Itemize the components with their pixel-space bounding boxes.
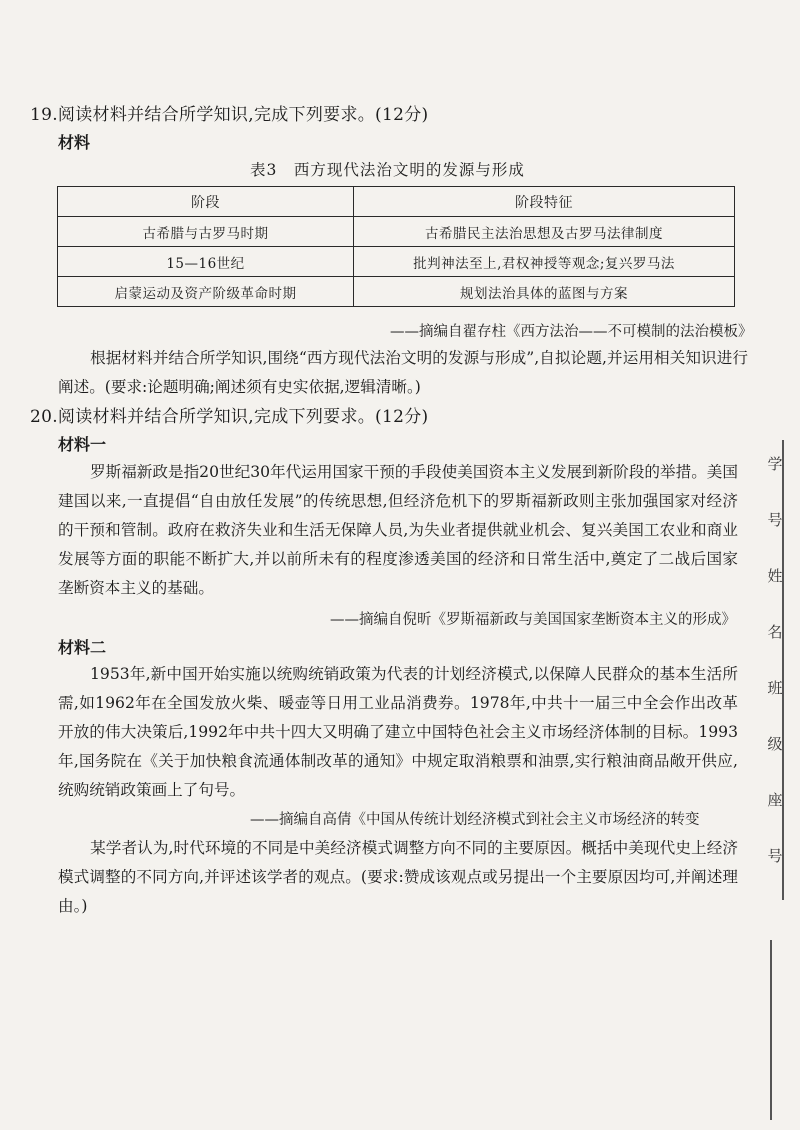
- table-caption: 表3 西方现代法治文明的发源与形成: [250, 161, 525, 179]
- margin-char: 班: [767, 679, 783, 697]
- q20-material1-text: 罗斯福新政是指20世纪30年代运用国家干预的手段使美国资本主义发展到新阶段的举措。美国建国以来,一直提倡“自由放任发展”的传统思想,但经济危机下的罗斯福新政则主张加强国家对经济的干预和管制。政府在救济失业和生活无保障人员,为失业者提供就业机会、复兴美国工农业和商业发展等方面的职能不断扩大,并以前所未有的程度渗透美国的经济和日常生活中,奠定了二战后国家垄断资本主义的基础。: [58, 463, 738, 597]
- q20-material1-source: ——摘编自倪昕《罗斯福新政与美国国家垄断资本主义的形成》: [330, 612, 736, 628]
- table-cell-stage: 15—16世纪: [58, 247, 354, 277]
- table-row: [58, 277, 735, 307]
- q19-material-label: 材料: [58, 133, 91, 152]
- table-cell-stage: 启蒙运动及资产阶级革命时期: [58, 277, 354, 307]
- table-header-feature: 阶段特征: [354, 187, 735, 217]
- binding-margin-labels: [762, 436, 788, 884]
- table-cell-stage: 古希腊与古罗马时期: [58, 217, 354, 247]
- q19-title: 19.阅读材料并结合所学知识,完成下列要求。(12分): [30, 105, 429, 125]
- margin-char: 号: [767, 511, 783, 529]
- q20-title: 20.阅读材料并结合所学知识,完成下列要求。(12分): [30, 407, 429, 427]
- table-cell-feature: 规划法治具体的蓝图与方案: [354, 277, 735, 307]
- q20-material2-text: 1953年,新中国开始实施以统购统销政策为代表的计划经济模式,以保障人民群众的基本生活所需,如1962年在全国发放火柴、暖壶等日用工业品消费券。1978年,中共十一届三中全会作出改革开放的伟大决策后,1992年中共十四大又明确了建立中国特色社会主义市场经济体制的目标。1993年,国务院在《关于加快粮食流通体制改革的通知》中规定取消粮票和油票,实行粮油商品敞开供应,统购统销政策画上了句号。: [58, 665, 738, 799]
- binding-line-lower: [770, 940, 772, 1120]
- q20-material2-source: ——摘编自高倩《中国从传统计划经济模式到社会主义市场经济的转变: [250, 812, 700, 828]
- q20-material2-label: 材料二: [58, 638, 107, 657]
- q19-prompt: 根据材料并结合所学知识,围绕“西方现代法治文明的发源与形成”,自拟论题,并运用相关知识进行阐述。(要求:论题明确;阐述须有史实依据,逻辑清晰。): [58, 349, 748, 396]
- table-cell-feature: 古希腊民主法治思想及古罗马法律制度: [354, 217, 735, 247]
- margin-char: 座: [767, 791, 783, 809]
- q20-material1-label: 材料一: [58, 435, 107, 454]
- q19-source: ——摘编自翟存柱《西方法治——不可模制的法治模板》: [390, 324, 753, 340]
- table-row: [58, 247, 735, 277]
- table-header-row: [58, 187, 735, 217]
- margin-char: 名: [767, 623, 783, 641]
- margin-char: 级: [767, 735, 783, 753]
- margin-char: 号: [767, 847, 783, 865]
- q20-prompt: 某学者认为,时代环境的不同是中美经济模式调整方向不同的主要原因。概括中美现代史上经济模式调整的不同方向,并评述该学者的观点。(要求:赞成该观点或另提出一个主要原因均可,并阐述理由。): [58, 839, 738, 915]
- binding-line-upper: [782, 440, 784, 900]
- table-row: [58, 217, 735, 247]
- table-header-stage: 阶段: [58, 187, 354, 217]
- margin-char: 学: [767, 455, 783, 473]
- legal-civilization-table: [57, 186, 735, 307]
- margin-char: 姓: [767, 567, 783, 585]
- table-cell-feature: 批判神法至上,君权神授等观念;复兴罗马法: [354, 247, 735, 277]
